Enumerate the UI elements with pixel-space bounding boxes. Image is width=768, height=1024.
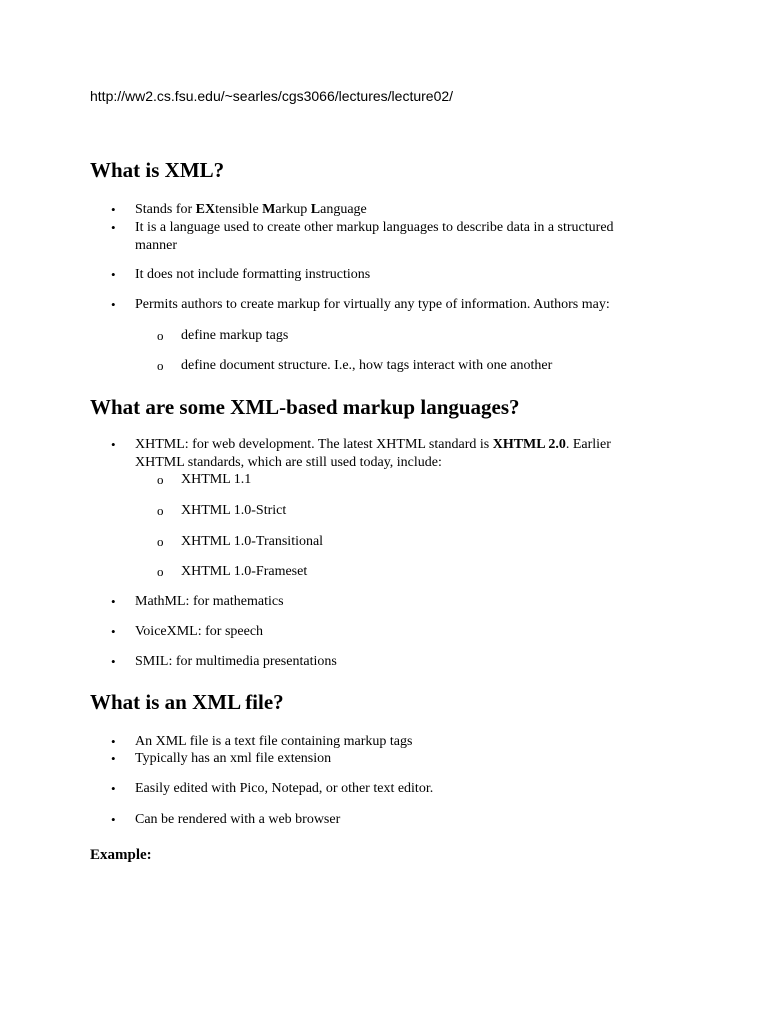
heading-what-is-xml: What is XML? [90,158,225,182]
list-item-rendered-browser: Can be rendered with a web browser [135,812,341,827]
bullet-icon: • [111,594,116,609]
list-item-xml-extension: Typically has an xml file extension [135,751,332,766]
list-item-permits-authors: Permits authors to create markup for virtually any type of information. Authors may: [135,297,610,312]
bullet-icon: • [111,202,116,217]
list-item-easily-edited: Easily edited with Pico, Notepad, or other text editor. [135,781,434,796]
bullet-icon: • [111,297,116,312]
example-label: Example: [90,847,152,863]
sub-list-item-xhtml-1-1: XHTML 1.1 [181,472,252,487]
bullet-icon: • [111,781,116,796]
sub-bullet-icon: o [157,328,164,343]
sub-bullet-icon: o [157,503,164,518]
bullet-icon: • [111,654,116,669]
list-item-mathml: MathML: for mathematics [135,594,284,609]
source-url: http://ww2.cs.fsu.edu/~searles/cgs3066/lectures/lecture02/ [90,88,454,104]
bullet-icon: • [111,220,116,235]
sub-list-item-xhtml-frameset: XHTML 1.0-Frameset [181,564,308,579]
sub-list-item-define-tags: define markup tags [181,328,289,343]
bullet-icon: • [111,624,116,639]
list-item-xhtml: XHTML: for web development. The latest XHTML standard is XHTML 2.0. Earlier XHTML standards, which are still used today, include: [135,437,611,470]
list-item-smil: SMIL: for multimedia presentations [135,654,337,669]
sub-list-item-xhtml-strict: XHTML 1.0-Strict [181,503,287,518]
list-item-stands-for: Stands for EXtensible Markup Language [135,202,367,217]
sub-bullet-icon: o [157,564,164,579]
bullet-icon: • [111,437,116,452]
heading-xml-based-languages: What are some XML-based markup languages? [90,395,520,419]
sub-list-item-define-structure: define document structure. I.e., how tags interact with one another [181,358,553,373]
list-item-text-file: An XML file is a text file containing markup tags [135,734,413,749]
bullet-icon: • [111,812,116,827]
list-item-no-formatting: It does not include formatting instructions [135,267,371,282]
heading-what-is-xml-file: What is an XML file? [90,690,284,714]
bullet-icon: • [111,734,116,749]
list-item-voicexml: VoiceXML: for speech [135,624,264,639]
sub-bullet-icon: o [157,472,164,487]
sub-bullet-icon: o [157,534,164,549]
bullet-icon: • [111,751,116,766]
list-item-language-used: It is a language used to create other markup languages to describe data in a structured manner [135,220,614,253]
sub-bullet-icon: o [157,358,164,373]
bullet-icon: • [111,267,116,282]
sub-list-item-xhtml-transitional: XHTML 1.0-Transitional [181,534,324,549]
